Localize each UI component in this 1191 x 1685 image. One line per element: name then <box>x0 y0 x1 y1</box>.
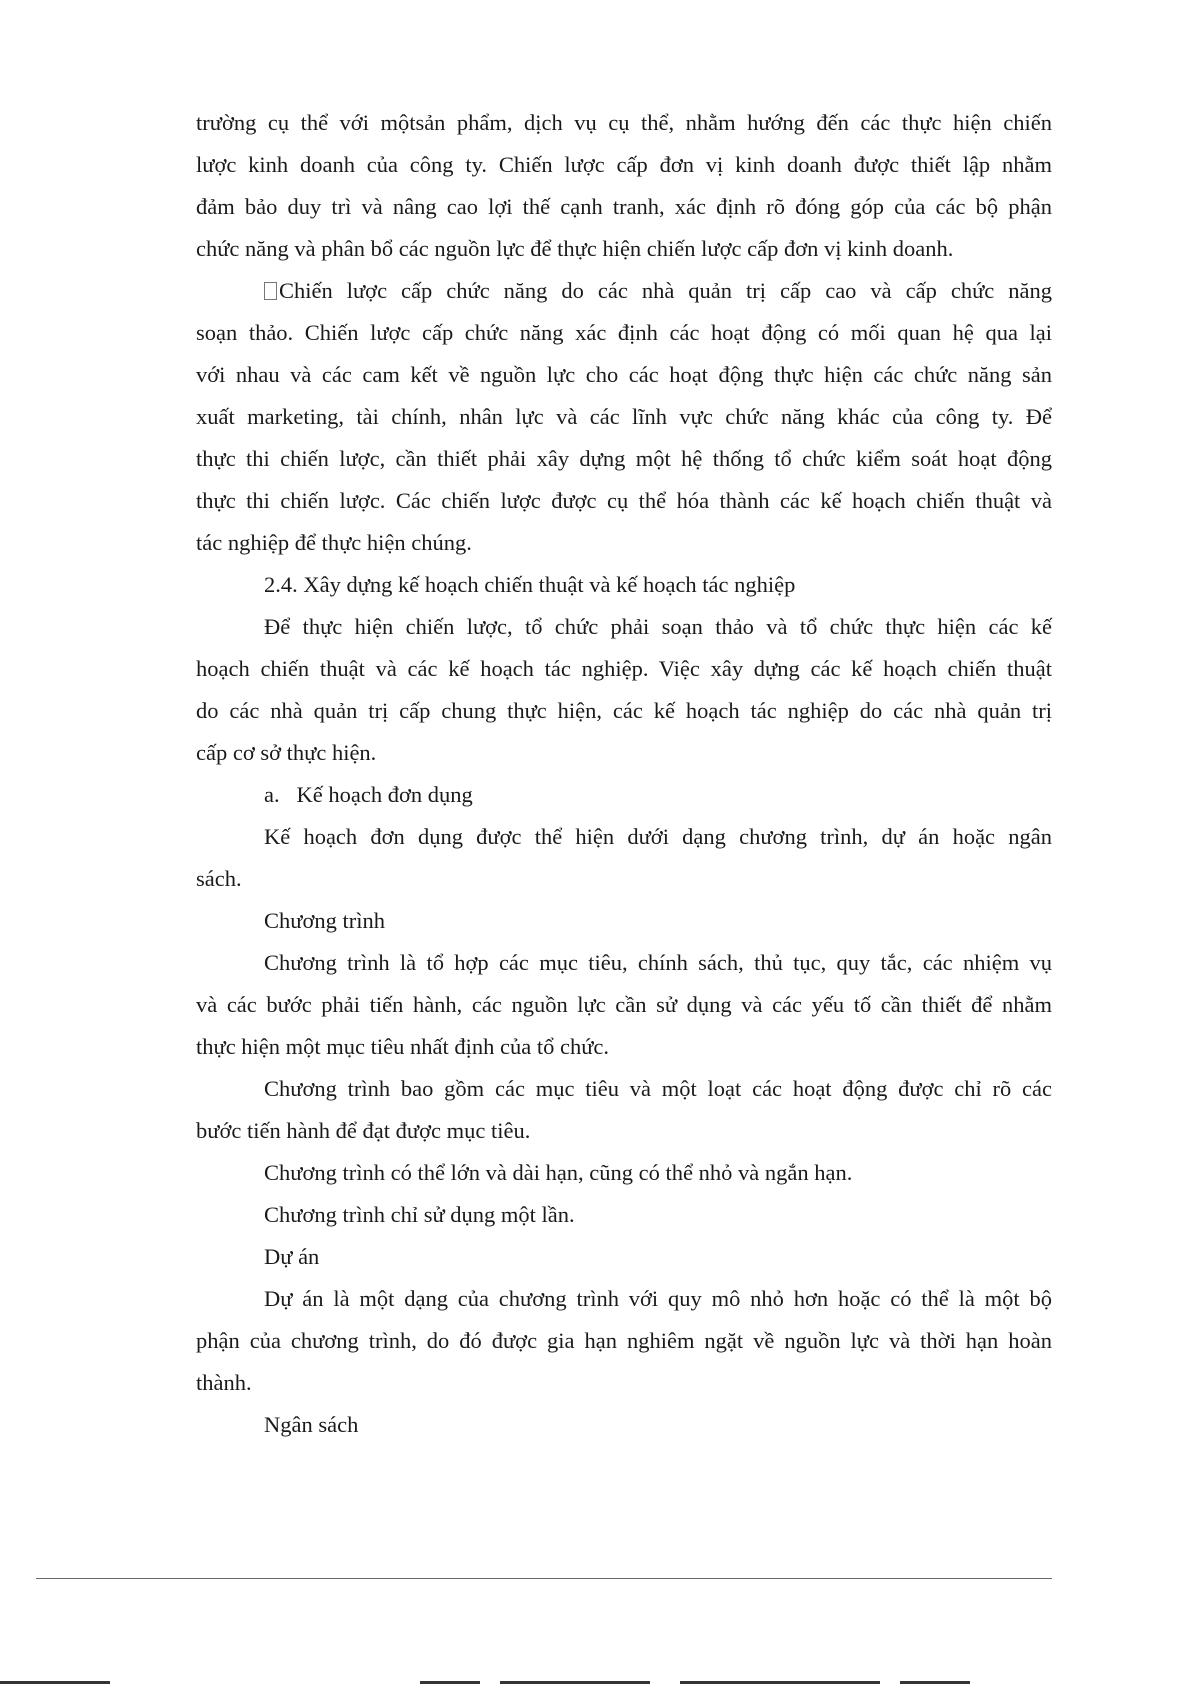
text-line-18: Kế hoạch đơn dụng được thể hiện dưới dạng chương trình, dự án hoặc ngân <box>264 824 1052 849</box>
subheading-program: Chương trình <box>264 908 385 933</box>
text-line-22: và các bước phải tiến hành, các nguồn lực cần sử dụng và các yếu tố cần thiết để nhằm <box>196 992 1052 1017</box>
subheading-project: Dự án <box>264 1244 320 1269</box>
text-line-2: lược kinh doanh của công ty. Chiến lược cấp đơn vị kinh doanh được thiết lập nhằm <box>196 152 1052 177</box>
text-line-5 <box>196 270 1052 312</box>
text-line-8: xuất marketing, tài chính, nhân lực và các lĩnh vực chức năng khác của công ty. Để <box>196 404 1052 429</box>
text-line-21: Chương trình là tổ hợp các mục tiêu, chính sách, thủ tục, quy tắc, các nhiệm vụ <box>264 950 1052 975</box>
text-line-14: hoạch chiến thuật và các kế hoạch tác nghiệp. Việc xây dựng các kế hoạch chiến thuật <box>196 656 1052 681</box>
text-line-3: đảm bảo duy trì và nâng cao lợi thế cạnh tranh, xác định rõ đóng góp của các bộ phận <box>196 194 1052 219</box>
text-line-29: Dự án là một dạng của chương trình với quy mô nhỏ hơn hoặc có thể là một bộ <box>264 1286 1052 1311</box>
text-line-24: Chương trình bao gồm các mục tiêu và một loạt các hoạt động được chỉ rõ các <box>264 1076 1052 1101</box>
missing-glyph-box-icon <box>264 282 277 300</box>
text-line-19: sách. <box>196 866 242 891</box>
text-line-15: do các nhà quản trị cấp chung thực hiện, các kế hoạch tác nghiệp do các nhà quản trị <box>196 698 1052 723</box>
text-line-23: thực hiện một mục tiêu nhất định của tổ chức. <box>196 1034 610 1059</box>
text-line-6: soạn thảo. Chiến lược cấp chức năng xác định các hoạt động có mối quan hệ qua lại <box>196 320 1052 345</box>
text-line-27: Chương trình chỉ sử dụng một lần. <box>264 1202 575 1227</box>
text-line-9: thực thi chiến lược, cần thiết phải xây dựng một hệ thống tổ chức kiểm soát hoạt động <box>196 446 1052 471</box>
text-line-30: phận của chương trình, do đó được gia hạn nghiêm ngặt về nguồn lực và thời hạn hoàn <box>196 1328 1052 1353</box>
scan-edge-artifact <box>0 1680 1191 1685</box>
text-line-11: tác nghiệp để thực hiện chúng. <box>196 530 472 555</box>
text-line-1: trường cụ thể với mộtsản phẩm, dịch vụ cụ thể, nhằm hướng đến các thực hiện chiến <box>196 110 1052 135</box>
text-line-10: thực thi chiến lược. Các chiến lược được cụ thể hóa thành các kế hoạch chiến thuật và <box>196 488 1052 513</box>
text-line-7: với nhau và các cam kết về nguồn lực cho các hoạt động thực hiện các chức năng sản <box>196 362 1052 387</box>
section-heading: 2.4. Xây dựng kế hoạch chiến thuật và kế hoạch tác nghiệp <box>264 572 796 597</box>
text-line-4: chức năng và phân bổ các nguồn lực để thực hiện chiến lược cấp đơn vị kinh doanh. <box>196 236 954 261</box>
text-line-16: cấp cơ sở thực hiện. <box>196 740 377 765</box>
text-line-13: Để thực hiện chiến lược, tổ chức phải soạn thảo và tổ chức thực hiện các kế <box>264 614 1052 639</box>
text-line-31: thành. <box>196 1370 252 1395</box>
subheading-a: a. Kế hoạch đơn dụng <box>264 782 473 807</box>
text-line-25: bước tiến hành để đạt được mục tiêu. <box>196 1118 531 1143</box>
footer-divider <box>36 1578 1052 1579</box>
document-body <box>196 102 1052 1446</box>
subheading-budget: Ngân sách <box>264 1412 359 1437</box>
text-line-5-text: Chiến lược cấp chức năng do các nhà quản trị cấp cao và cấp chức năng <box>279 278 1052 303</box>
text-line-26: Chương trình có thể lớn và dài hạn, cũng có thể nhỏ và ngắn hạn. <box>264 1160 853 1185</box>
